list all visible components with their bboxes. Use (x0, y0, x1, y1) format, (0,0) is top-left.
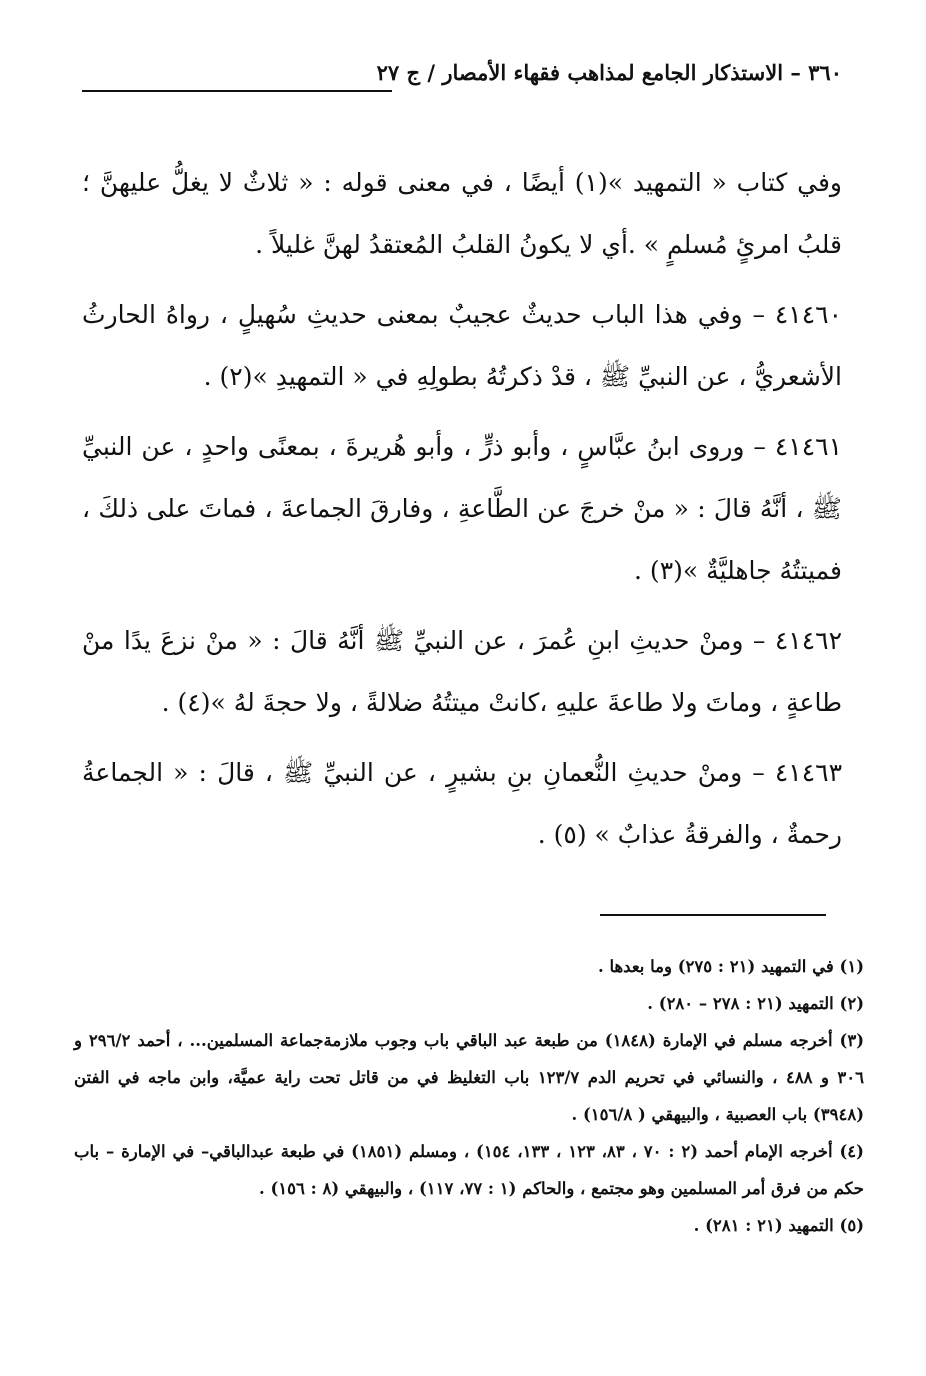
footnote-5: (٥) التمهيد (٢١ : ٢٨١) . (693, 1216, 864, 1235)
running-head: ٣٦٠ – الاستذكار الجامع لمذاهب فقهاء الأمصار / ج ٢٧ (376, 60, 842, 85)
paragraph-41462: ٤١٤٦٢ – ومنْ حديثِ ابنِ عُمرَ ، عن النبيِّ ﷺ أنَّهُ قالَ : « منْ نزعَ يدًا منْ طاعةٍ ، وماتَ ولا طاعةَ عليهِ ،كانتْ ميتتُهُ ضلالةً ، ولا حجةَ لهُ »(٤) . (82, 626, 842, 717)
paragraph-intro: وفي كتاب « التمهيد »(١) أيضًا ، في معنى قوله : « ثلاثٌ لا يغلُّ عليهنَّ ؛ قلبُ امرئٍ مُسلمٍ » .أي لا يكونُ القلبُ المُعتقدُ لهنَّ غليلاً . (82, 168, 842, 259)
paragraph-41463: ٤١٤٦٣ – ومنْ حديثِ النُّعمانِ بنِ بشيرٍ ، عن النبيِّ ﷺ ، قالَ : « الجماعةُ رحمةٌ ، والفرقةُ عذابٌ » (٥) . (82, 758, 842, 849)
page-header (82, 60, 842, 100)
footnotes (74, 948, 864, 1244)
footnote-1: (١) في التمهيد (٢١ : ٢٧٥) وما بعدها . (597, 957, 864, 976)
paragraph-41461: ٤١٤٦١ – وروى ابنُ عبَّاسٍ ، وأبو ذرٍّ ، وأبو هُريرةَ ، بمعنًى واحدٍ ، عن النبيِّ ﷺ ، أنَّهُ قالَ : « منْ خرجَ عن الطَّاعةِ ، وفارقَ الجماعةَ ، فماتَ على ذلكَ ، فميتتُهُ جاهليَّةٌ »(٣) . (82, 432, 842, 585)
header-rule (82, 90, 392, 92)
footnote-2: (٢) التمهيد (٢١ : ٢٧٨ – ٢٨٠) . (647, 994, 864, 1013)
footnote-3: (٣) أخرجه مسلم في الإمارة (١٨٤٨) من طبعة عبد الباقي باب وجوب ملازمةجماعة المسلمين... ، أحمد ٢٩٦/٢ و ٣٠٦ و ٤٨٨ ، والنسائي في تحريم الدم ١٢٣/٧ باب التغليظ في من قاتل تحت راية عميَّة، وابن ماجه في الفتن (٣٩٤٨) باب العصبية ، والبيهقي ( ١٥٦/٨) . (74, 1031, 864, 1124)
main-text (82, 152, 842, 866)
paragraph-41460: ٤١٤٦٠ – وفي هذا الباب حديثٌ عجيبٌ بمعنى حديثِ سُهيلٍ ، رواهُ الحارثُ الأشعريُّ ، عن النبيِّ ﷺ ، قدْ ذكرتُهُ بطولِهِ في « التمهيدِ »(٢) . (82, 300, 842, 391)
footnote-4: (٤) أخرجه الإمام أحمد (٢ : ٧٠ ، ٨٣، ١٢٣ ، ١٣٣، ١٥٤) ، ومسلم (١٨٥١) في طبعة عبدالباقي– في الإمارة – باب حكم من فرق أمر المسلمين وهو مجتمع ، والحاكم (١ : ٧٧، ١١٧) ، والبيهقي (٨ : ١٥٦) . (74, 1142, 864, 1198)
footnote-separator (600, 914, 826, 916)
